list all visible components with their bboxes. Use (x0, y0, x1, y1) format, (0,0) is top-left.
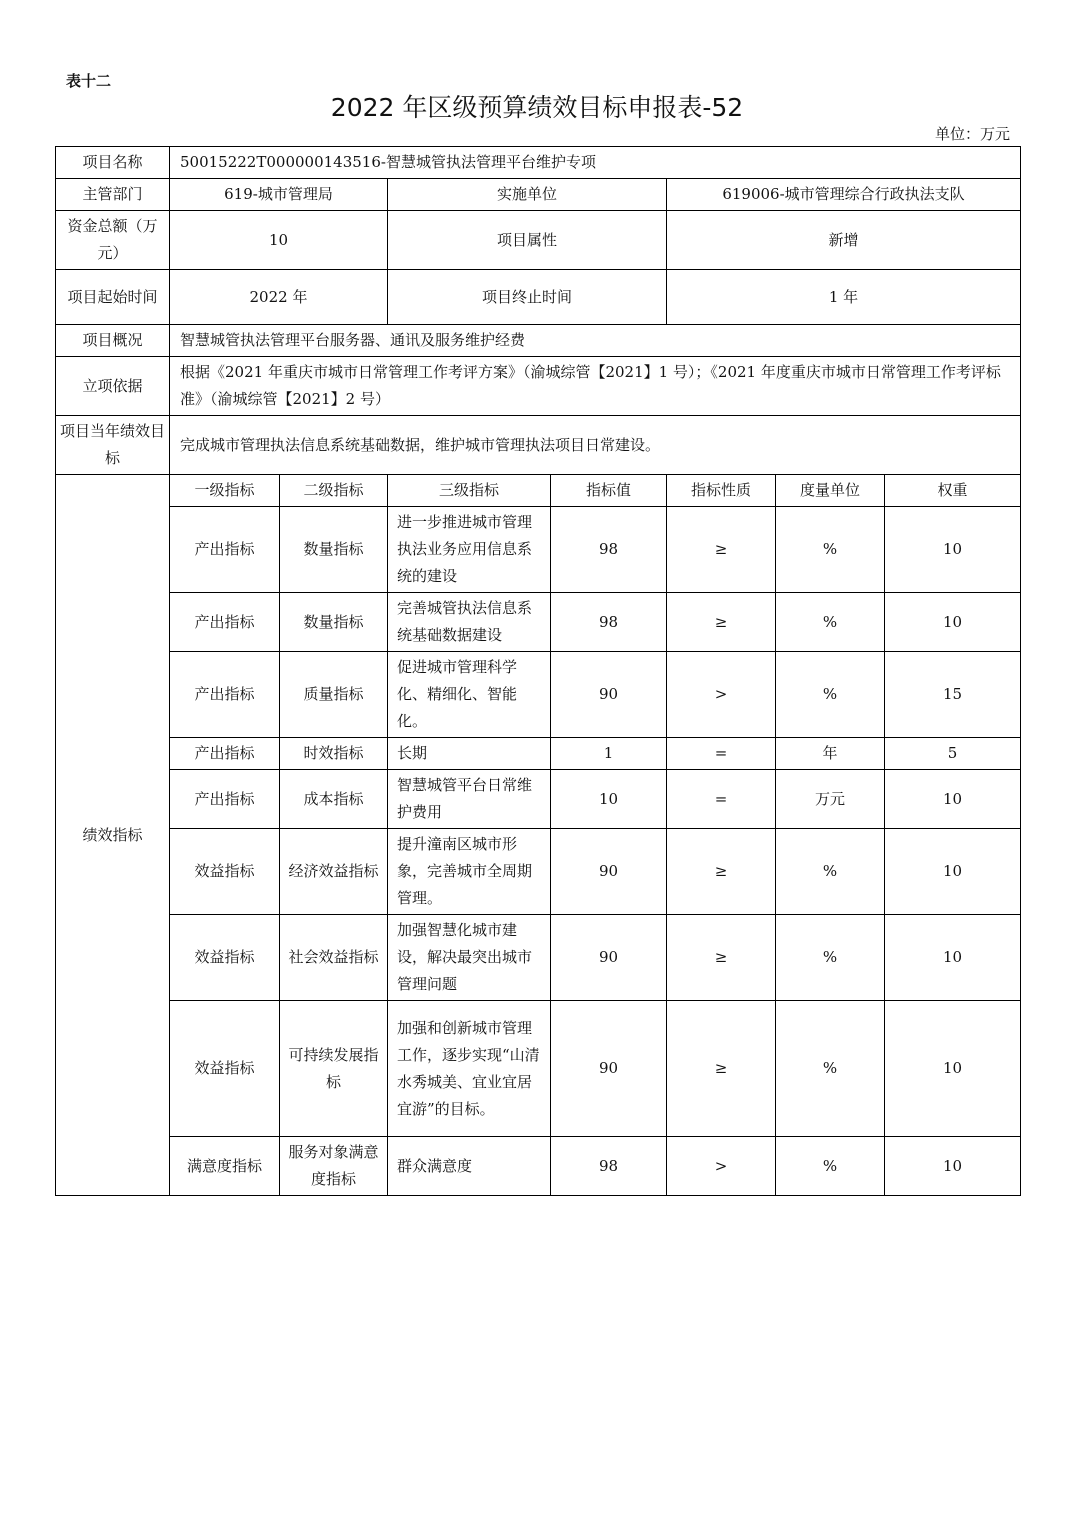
nature-cell: ≥ (667, 507, 776, 593)
nature-cell: ≥ (667, 829, 776, 915)
overview-value: 智慧城管执法管理平台服务器、通讯及服务维护经费 (170, 325, 1021, 357)
level1-cell: 满意度指标 (170, 1137, 280, 1196)
attr-value: 新增 (667, 211, 1021, 270)
end-label: 项目终止时间 (388, 270, 667, 325)
basis-value: 根据《2021 年重庆市城市日常管理工作考评方案》（渝城综管【2021】1 号）；《2021 年度重庆市城市日常管理工作考评标准》（渝城综管【2021】2 号） (170, 357, 1021, 416)
level2-cell: 数量指标 (280, 593, 388, 652)
fund-value: 10 (170, 211, 388, 270)
attr-label: 项目属性 (388, 211, 667, 270)
row-overview (56, 325, 1021, 357)
level3-cell: 完善城管执法信息系统基础数据建设 (388, 593, 551, 652)
weight-cell: 10 (885, 915, 1021, 1001)
header-value: 指标值 (551, 475, 667, 507)
row-goal (56, 416, 1021, 475)
value-cell: 98 (551, 507, 667, 593)
nature-cell: > (667, 1137, 776, 1196)
unit-note: 单位：万元 (934, 125, 1010, 143)
indicator-row (56, 1137, 1021, 1196)
unit-cell: % (776, 507, 885, 593)
level2-cell: 社会效益指标 (280, 915, 388, 1001)
level2-cell: 服务对象满意度指标 (280, 1137, 388, 1196)
level2-cell: 经济效益指标 (280, 829, 388, 915)
header-weight: 权重 (885, 475, 1021, 507)
overview-label: 项目概况 (56, 325, 170, 357)
level3-cell: 进一步推进城市管理执法业务应用信息系统的建设 (388, 507, 551, 593)
level1-cell: 效益指标 (170, 1001, 280, 1137)
indicator-row (56, 770, 1021, 829)
indicator-row (56, 1001, 1021, 1137)
end-value: 1 年 (667, 270, 1021, 325)
basis-label: 立项依据 (56, 357, 170, 416)
level2-cell: 成本指标 (280, 770, 388, 829)
weight-cell: 10 (885, 770, 1021, 829)
level3-cell: 加强智慧化城市建设，解决最突出城市管理问题 (388, 915, 551, 1001)
nature-cell: = (667, 770, 776, 829)
row-period (56, 270, 1021, 325)
start-label: 项目起始时间 (56, 270, 170, 325)
level3-cell: 提升潼南区城市形象，完善城市全周期管理。 (388, 829, 551, 915)
fund-label: 资金总额（万元） (56, 211, 170, 270)
level1-cell: 产出指标 (170, 593, 280, 652)
level3-cell: 群众满意度 (388, 1137, 551, 1196)
value-cell: 98 (551, 1137, 667, 1196)
indicator-row (56, 829, 1021, 915)
goal-value: 完成城市管理执法信息系统基础数据，维护城市管理执法项目日常建设。 (170, 416, 1021, 475)
unit-cell: % (776, 593, 885, 652)
row-department (56, 179, 1021, 211)
indicator-row (56, 593, 1021, 652)
level1-cell: 产出指标 (170, 770, 280, 829)
unit-cell: % (776, 652, 885, 738)
impl-value: 619006-城市管理综合行政执法支队 (667, 179, 1021, 211)
unit-cell: % (776, 1001, 885, 1137)
indicator-row (56, 738, 1021, 770)
level1-cell: 产出指标 (170, 507, 280, 593)
level1-cell: 效益指标 (170, 915, 280, 1001)
impl-label: 实施单位 (388, 179, 667, 211)
level1-cell: 产出指标 (170, 738, 280, 770)
level3-cell: 长期 (388, 738, 551, 770)
goal-label: 项目当年绩效目标 (56, 416, 170, 475)
level3-cell: 智慧城管平台日常维护费用 (388, 770, 551, 829)
start-value: 2022 年 (170, 270, 388, 325)
level3-cell: 促进城市管理科学化、精细化、智能化。 (388, 652, 551, 738)
level2-cell: 质量指标 (280, 652, 388, 738)
nature-cell: ≥ (667, 593, 776, 652)
level1-cell: 产出指标 (170, 652, 280, 738)
value-cell: 98 (551, 593, 667, 652)
weight-cell: 10 (885, 593, 1021, 652)
indicator-header-row (56, 475, 1021, 507)
weight-cell: 10 (885, 1137, 1021, 1196)
header-unit: 度量单位 (776, 475, 885, 507)
nature-cell: = (667, 738, 776, 770)
level3-cell: 加强和创新城市管理工作，逐步实现“山清水秀城美、宜业宜居宜游”的目标。 (388, 1001, 551, 1137)
level2-cell: 可持续发展指标 (280, 1001, 388, 1137)
indicator-row (56, 507, 1021, 593)
indicator-row (56, 652, 1021, 738)
dept-label: 主管部门 (56, 179, 170, 211)
unit-cell: 万元 (776, 770, 885, 829)
header-level3: 三级指标 (388, 475, 551, 507)
row-project-name (56, 147, 1021, 179)
header-level1: 一级指标 (170, 475, 280, 507)
weight-cell: 10 (885, 1001, 1021, 1137)
row-basis (56, 357, 1021, 416)
header-nature: 指标性质 (667, 475, 776, 507)
level2-cell: 数量指标 (280, 507, 388, 593)
weight-cell: 15 (885, 652, 1021, 738)
nature-cell: ≥ (667, 1001, 776, 1137)
weight-cell: 5 (885, 738, 1021, 770)
weight-cell: 10 (885, 507, 1021, 593)
indicator-row (56, 915, 1021, 1001)
unit-cell: % (776, 1137, 885, 1196)
value-cell: 1 (551, 738, 667, 770)
value-cell: 90 (551, 829, 667, 915)
nature-cell: > (667, 652, 776, 738)
level1-cell: 效益指标 (170, 829, 280, 915)
indicators-section-label: 绩效指标 (56, 475, 170, 1196)
level2-cell: 时效指标 (280, 738, 388, 770)
value-cell: 90 (551, 652, 667, 738)
page-title: 2022 年区级预算绩效目标申报表-52 (330, 93, 744, 122)
unit-cell: 年 (776, 738, 885, 770)
value-cell: 90 (551, 915, 667, 1001)
unit-cell: % (776, 915, 885, 1001)
row-fund (56, 211, 1021, 270)
table-number: 表十二 (66, 72, 112, 90)
value-cell: 10 (551, 770, 667, 829)
value-cell: 90 (551, 1001, 667, 1137)
dept-value: 619-城市管理局 (170, 179, 388, 211)
unit-cell: % (776, 829, 885, 915)
nature-cell: ≥ (667, 915, 776, 1001)
weight-cell: 10 (885, 829, 1021, 915)
budget-performance-form (55, 146, 1021, 1196)
project-name-label: 项目名称 (56, 147, 170, 179)
header-level2: 二级指标 (280, 475, 388, 507)
project-name-value: 50015222T000000143516-智慧城管执法管理平台维护专项 (170, 147, 1021, 179)
